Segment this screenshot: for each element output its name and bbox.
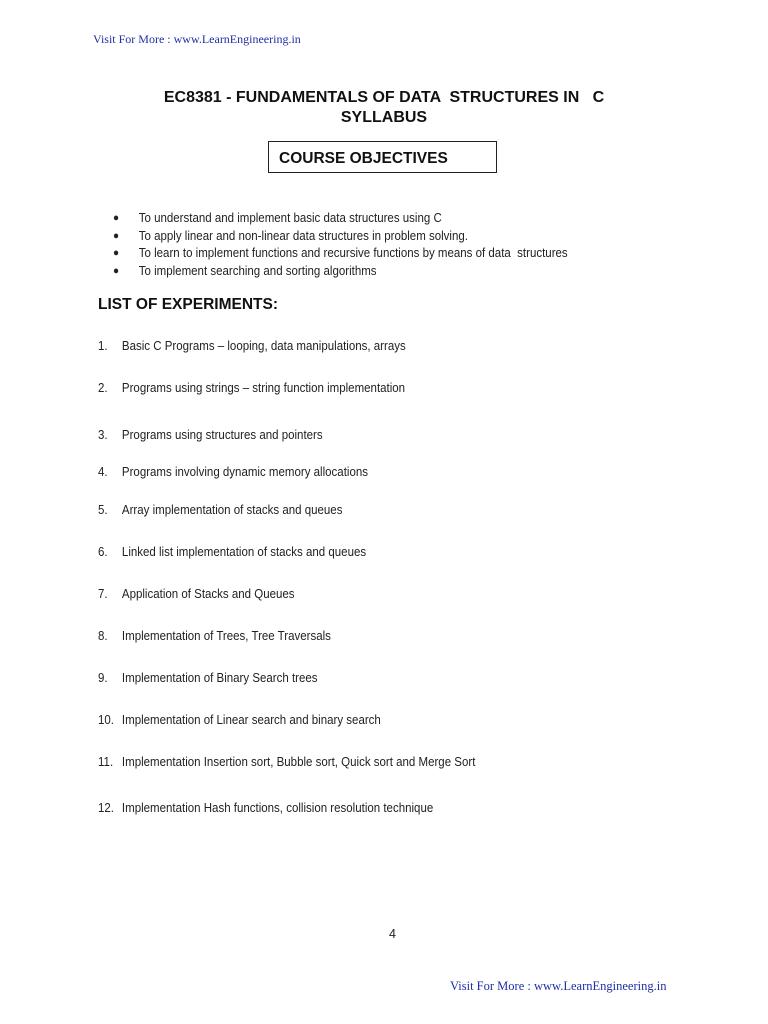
experiment-item: [98, 671, 318, 685]
experiment-text: Programs using strings – string function implementation: [121, 381, 406, 395]
experiment-text: Implementation Hash functions, collision resolution technique: [121, 801, 434, 815]
experiment-item: [98, 587, 295, 601]
bullet-icon: ●: [113, 212, 120, 224]
experiment-item: [98, 339, 406, 353]
experiment-item: [98, 503, 342, 517]
experiment-text: Programs using structures and pointers: [121, 428, 323, 442]
experiments-heading: LIST OF EXPERIMENTS:: [98, 296, 278, 313]
experiment-number: 7.: [98, 587, 108, 601]
course-objectives-box: [268, 141, 497, 173]
bullet-icon: ●: [113, 229, 120, 242]
experiment-item: [98, 428, 323, 442]
experiment-number: 2.: [98, 381, 108, 395]
footer-website-link[interactable]: Visit For More : www.LearnEngineering.in: [450, 979, 667, 993]
bullet-icon: ●: [113, 264, 120, 277]
experiment-text: Basic C Programs – looping, data manipulations, arrays: [121, 339, 406, 353]
experiment-text: Application of Stacks and Queues: [121, 587, 295, 601]
course-objectives-heading: COURSE OBJECTIVES: [279, 150, 448, 167]
bullet-icon: ●: [113, 247, 120, 260]
experiment-number: 11.: [98, 755, 114, 769]
experiment-text: Implementation of Linear search and binary search: [121, 713, 381, 727]
page-number: 4: [389, 927, 396, 941]
experiment-item: [98, 713, 381, 727]
experiment-item: [98, 381, 405, 395]
experiment-item: [98, 465, 368, 479]
experiment-number: 10.: [98, 713, 114, 727]
experiment-number: 12.: [98, 801, 114, 815]
document-title: [0, 88, 768, 128]
experiment-text: Implementation of Trees, Tree Traversals: [121, 629, 331, 643]
experiment-number: 5.: [98, 503, 108, 517]
experiment-number: 4.: [98, 465, 108, 479]
objective-item: ● To implement searching and sorting algorithms: [113, 263, 568, 281]
header-website-link[interactable]: Visit For More : www.LearnEngineering.in: [93, 32, 301, 46]
objective-item: ● To learn to implement functions and recursive functions by means of data structures: [113, 245, 568, 263]
objective-item: ● To apply linear and non-linear data structures in problem solving.: [113, 228, 568, 246]
objective-item: ● To understand and implement basic data structures using C: [113, 210, 568, 228]
experiment-text: Implementation Insertion sort, Bubble sort, Quick sort and Merge Sort: [121, 755, 476, 769]
experiment-text: Programs involving dynamic memory allocations: [121, 465, 368, 479]
experiment-number: 8.: [98, 629, 108, 643]
experiment-number: 3.: [98, 428, 108, 442]
experiment-number: 6.: [98, 545, 108, 559]
title-line-2: SYLLABUS: [340, 109, 428, 126]
experiment-number: 9.: [98, 671, 108, 685]
experiment-item: [98, 801, 433, 815]
experiment-text: Linked list implementation of stacks and queues: [121, 545, 367, 559]
experiment-item: [98, 545, 366, 559]
title-line-1: EC8381 - FUNDAMENTALS OF DATA STRUCTURES IN C: [163, 89, 605, 106]
experiment-text: Array implementation of stacks and queues: [121, 503, 343, 517]
experiment-item: [98, 755, 475, 769]
experiment-number: 1.: [98, 339, 108, 353]
experiment-item: [98, 629, 331, 643]
objectives-list: [113, 210, 568, 280]
experiment-text: Implementation of Binary Search trees: [121, 671, 318, 685]
